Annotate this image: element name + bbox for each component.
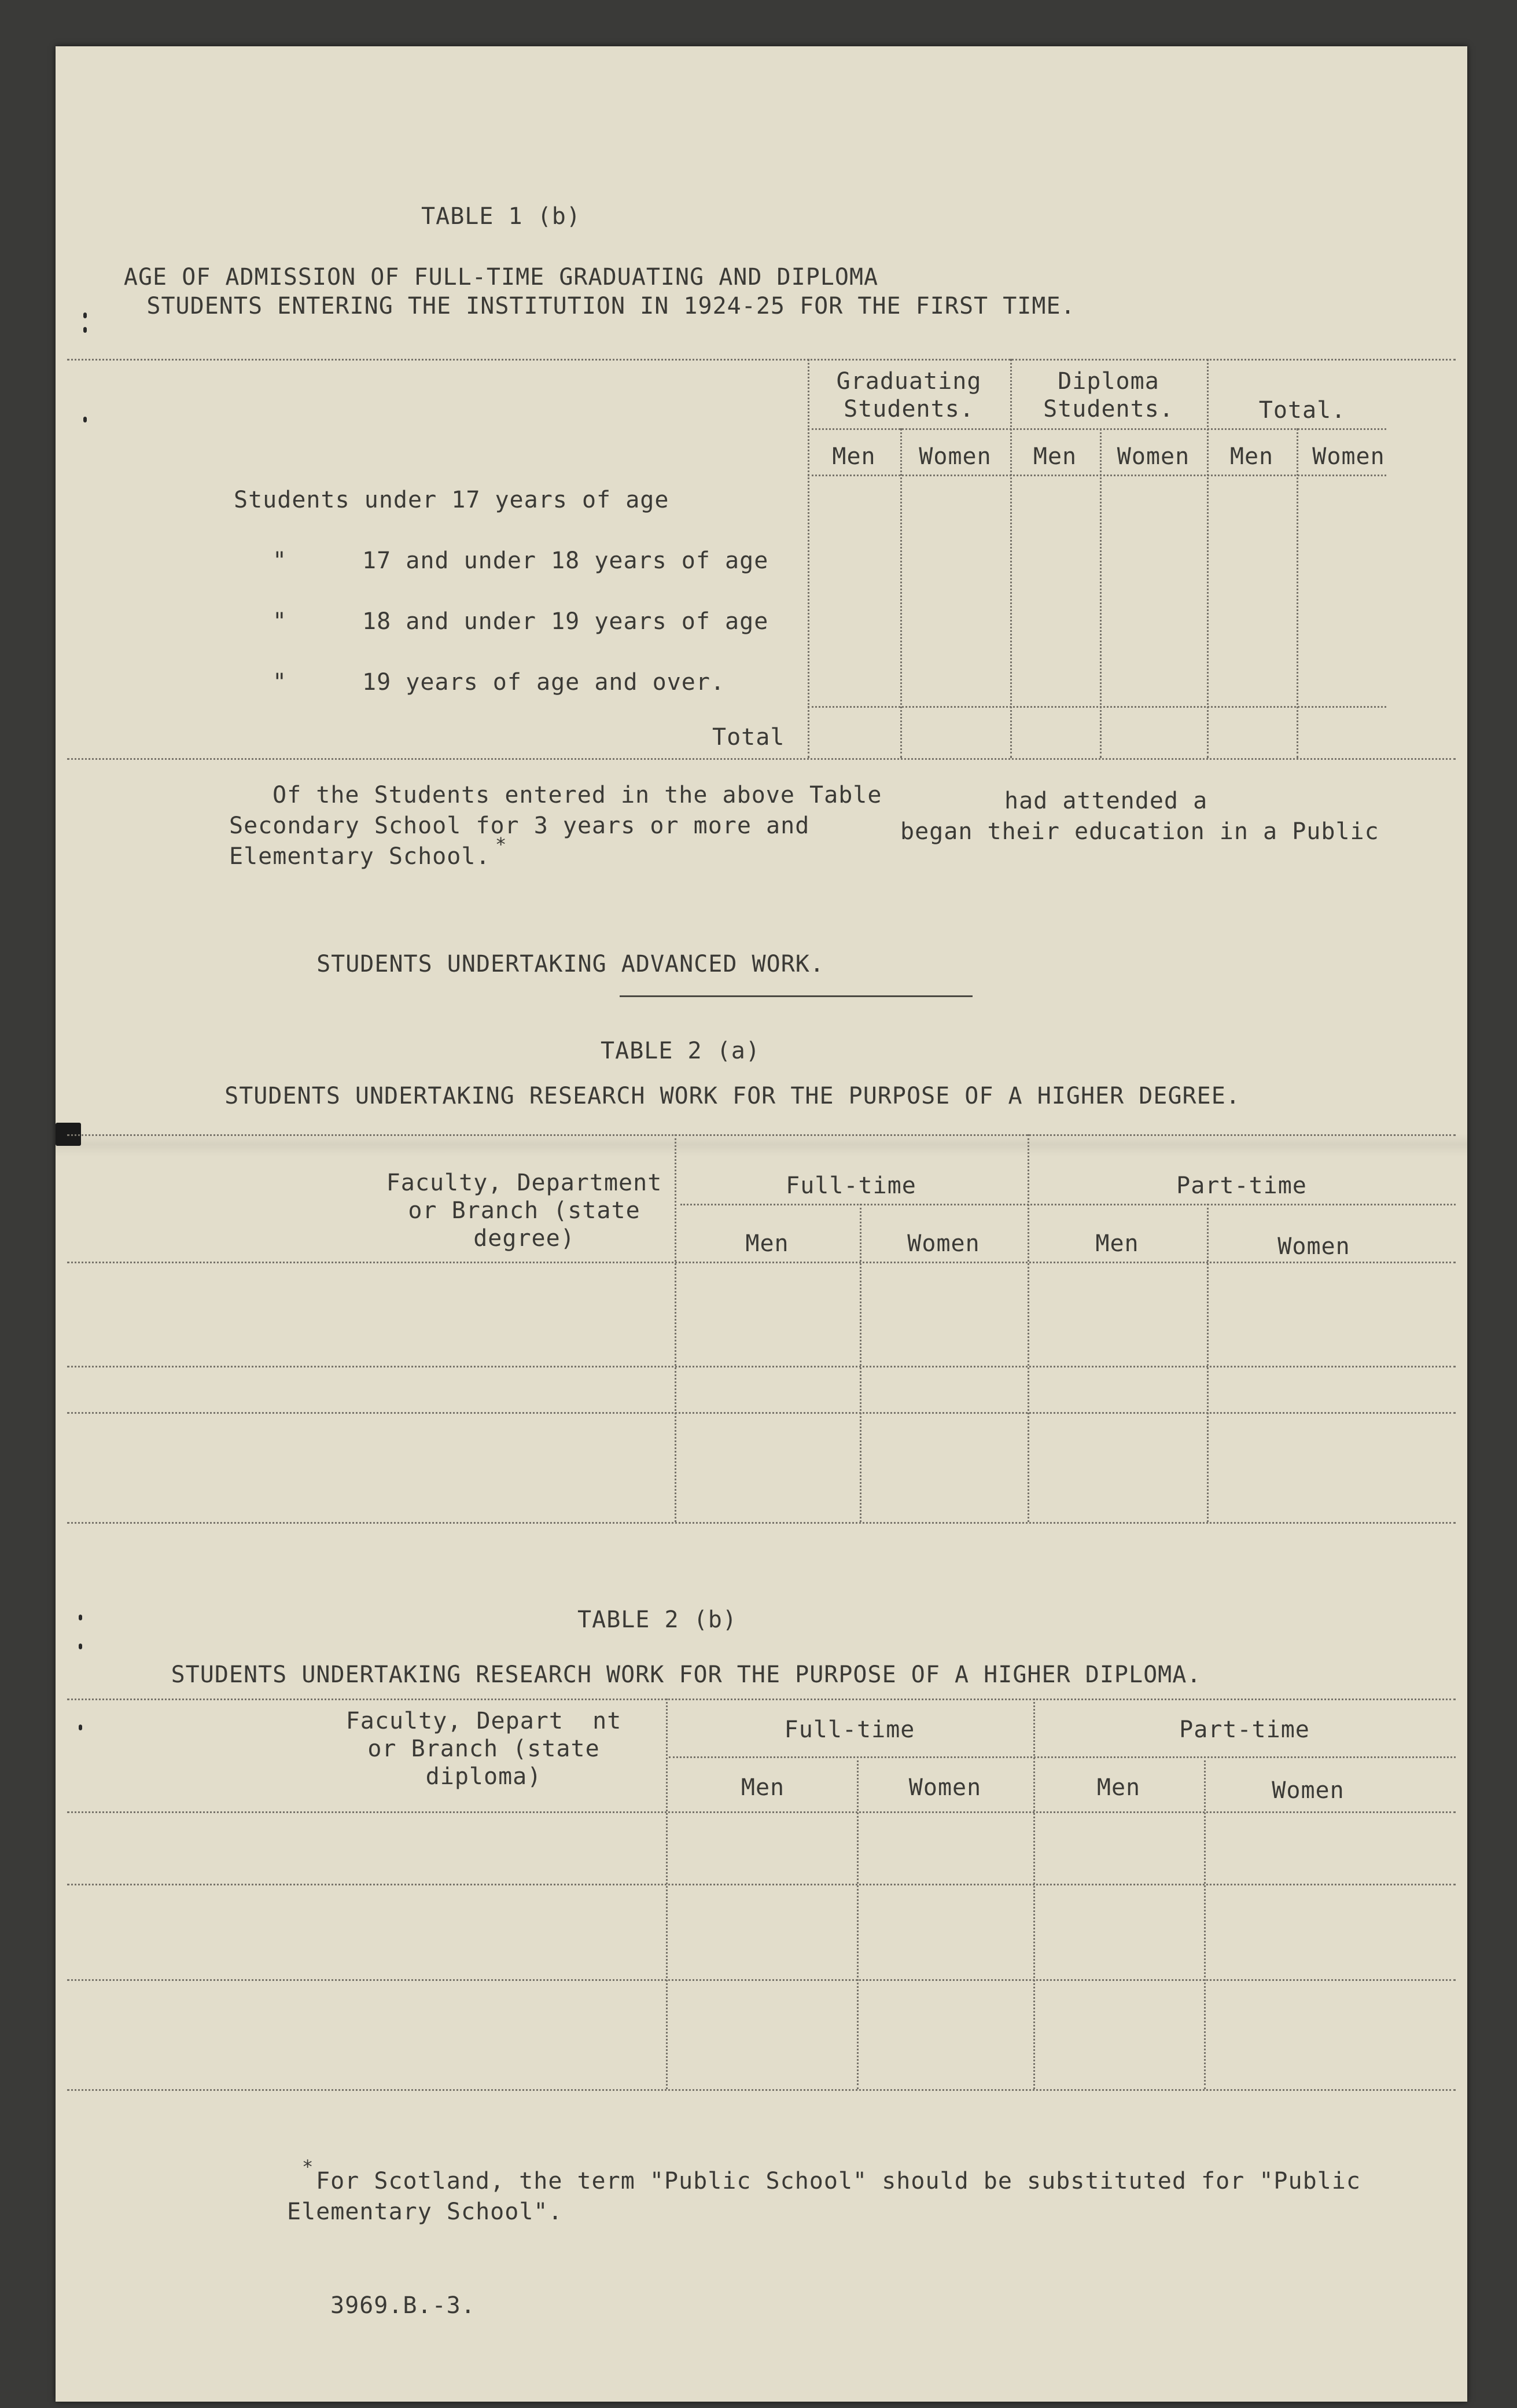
- table2a-men: Men: [1095, 1230, 1139, 1257]
- margin-mark: [83, 313, 87, 318]
- table2b-col-line: [666, 1699, 668, 2089]
- table1b-col-line: [1100, 428, 1102, 758]
- table2a-part-time: Part-time: [1176, 1172, 1307, 1199]
- note-line2-a: Secondary School for 3 years or more and: [229, 813, 810, 839]
- page-fold: [56, 1133, 1467, 1156]
- table2a-subheader-rule: [680, 1204, 1456, 1205]
- row-label-total: Total: [712, 724, 785, 751]
- col-diploma-students: Diploma Students.: [1043, 368, 1174, 422]
- sub-women: Women: [1312, 443, 1385, 470]
- table2b-subheader-rule: [669, 1756, 1456, 1758]
- table2b-part-time: Part-time: [1179, 1716, 1310, 1743]
- table2b-full-time: Full-time: [784, 1716, 915, 1743]
- table2a-top-rule: [67, 1134, 1456, 1136]
- table2b-bottom-rule: [67, 2089, 1456, 2091]
- sub-women: Women: [919, 443, 992, 470]
- table2a-row-rule: [67, 1412, 1456, 1414]
- sub-men: Men: [1229, 443, 1274, 470]
- section-title: STUDENTS UNDERTAKING ADVANCED WORK.: [316, 951, 824, 977]
- table2b-women: Women: [908, 1774, 982, 1801]
- form-number: 3969.B.-3.: [330, 2292, 476, 2319]
- row-label-19-and-over: 19 years of age and over.: [362, 669, 726, 696]
- table1b-col-line: [900, 428, 902, 758]
- table2b-men: Men: [1096, 1774, 1141, 1801]
- col-graduating-students: Graduating Students.: [836, 368, 982, 422]
- table2a-row-rule: [67, 1262, 1456, 1263]
- table2b-faculty-header: Faculty, Depart nt or Branch (state diploma): [345, 1708, 622, 1790]
- table2b-col-line: [857, 1756, 859, 2089]
- margin-mark: [79, 1725, 82, 1730]
- table2a-women: Women: [907, 1230, 980, 1257]
- note-line2-b: began their education in a Public: [900, 818, 1379, 845]
- table2a-faculty-header: Faculty, Department or Branch (state degree): [386, 1170, 662, 1252]
- note-line1-b: had attended a: [1004, 788, 1208, 814]
- table2b-women: Women: [1272, 1777, 1345, 1804]
- margin-mark: [79, 1644, 82, 1649]
- note-line3: Elementary School.: [229, 843, 491, 870]
- table1b-title: TABLE 1 (b): [421, 203, 581, 230]
- margin-mark: [83, 417, 87, 422]
- row-ditto-mark: ": [273, 547, 288, 574]
- section-title-underline: [620, 995, 973, 997]
- document-page: [56, 46, 1467, 2402]
- table2a-men: Men: [745, 1230, 789, 1257]
- table2b-heading: STUDENTS UNDERTAKING RESEARCH WORK FOR THE PURPOSE OF A HIGHER DIPLOMA.: [171, 1661, 1202, 1688]
- table2b-row-rule: [67, 1884, 1456, 1885]
- table2b-col-line: [1204, 1756, 1206, 2089]
- table2b-men: Men: [741, 1774, 785, 1801]
- margin-mark: [79, 1615, 82, 1620]
- col-total: Total.: [1258, 397, 1346, 424]
- table2a-bottom-rule: [67, 1522, 1456, 1524]
- table1b-total-rule: [808, 706, 1386, 708]
- table2b-title: TABLE 2 (b): [577, 1606, 737, 1633]
- table2a-women: Women: [1277, 1233, 1350, 1260]
- note-line1-a: Of the Students entered in the above Table: [273, 782, 882, 808]
- table1b-heading-line2: STUDENTS ENTERING THE INSTITUTION IN 1924-25 FOR THE FIRST TIME.: [146, 293, 1076, 319]
- table2b-col-line: [1033, 1699, 1035, 2089]
- table2a-heading: STUDENTS UNDERTAKING RESEARCH WORK FOR THE PURPOSE OF A HIGHER DEGREE.: [224, 1083, 1240, 1109]
- row-label-17-to-18: 17 and under 18 years of age: [362, 547, 769, 574]
- table2a-title: TABLE 2 (a): [601, 1038, 760, 1064]
- table1b-subheader-rule: [808, 475, 1386, 476]
- table1b-header-rule: [808, 428, 1386, 430]
- footnote-asterisk: *: [302, 2156, 314, 2178]
- note-asterisk: *: [495, 833, 507, 855]
- table2a-full-time: Full-time: [786, 1172, 916, 1199]
- row-label-18-to-19: 18 and under 19 years of age: [362, 608, 769, 635]
- table2b-top-rule: [67, 1699, 1456, 1700]
- table2a-row-rule: [67, 1366, 1456, 1367]
- row-ditto-mark: ": [273, 608, 288, 635]
- table2b-row-rule: [67, 1811, 1456, 1813]
- footnote-line2: Elementary School".: [287, 2199, 563, 2225]
- table2b-row-rule: [67, 1979, 1456, 1981]
- sub-men: Men: [1033, 443, 1077, 470]
- table1b-top-rule: [67, 359, 1456, 361]
- footnote-line1: For Scotland, the term "Public School" should be substituted for "Public: [316, 2168, 1361, 2194]
- sub-women: Women: [1117, 443, 1190, 470]
- row-ditto-mark: ": [273, 669, 288, 696]
- table1b-bottom-rule: [67, 758, 1456, 760]
- table1b-heading-line1: AGE OF ADMISSION OF FULL-TIME GRADUATING AND DIPLOMA: [123, 264, 879, 291]
- row-label-under-17: Students under 17 years of age: [234, 487, 669, 513]
- sub-men: Men: [832, 443, 876, 470]
- table1b-col-line: [1297, 428, 1298, 758]
- margin-mark: [83, 327, 87, 333]
